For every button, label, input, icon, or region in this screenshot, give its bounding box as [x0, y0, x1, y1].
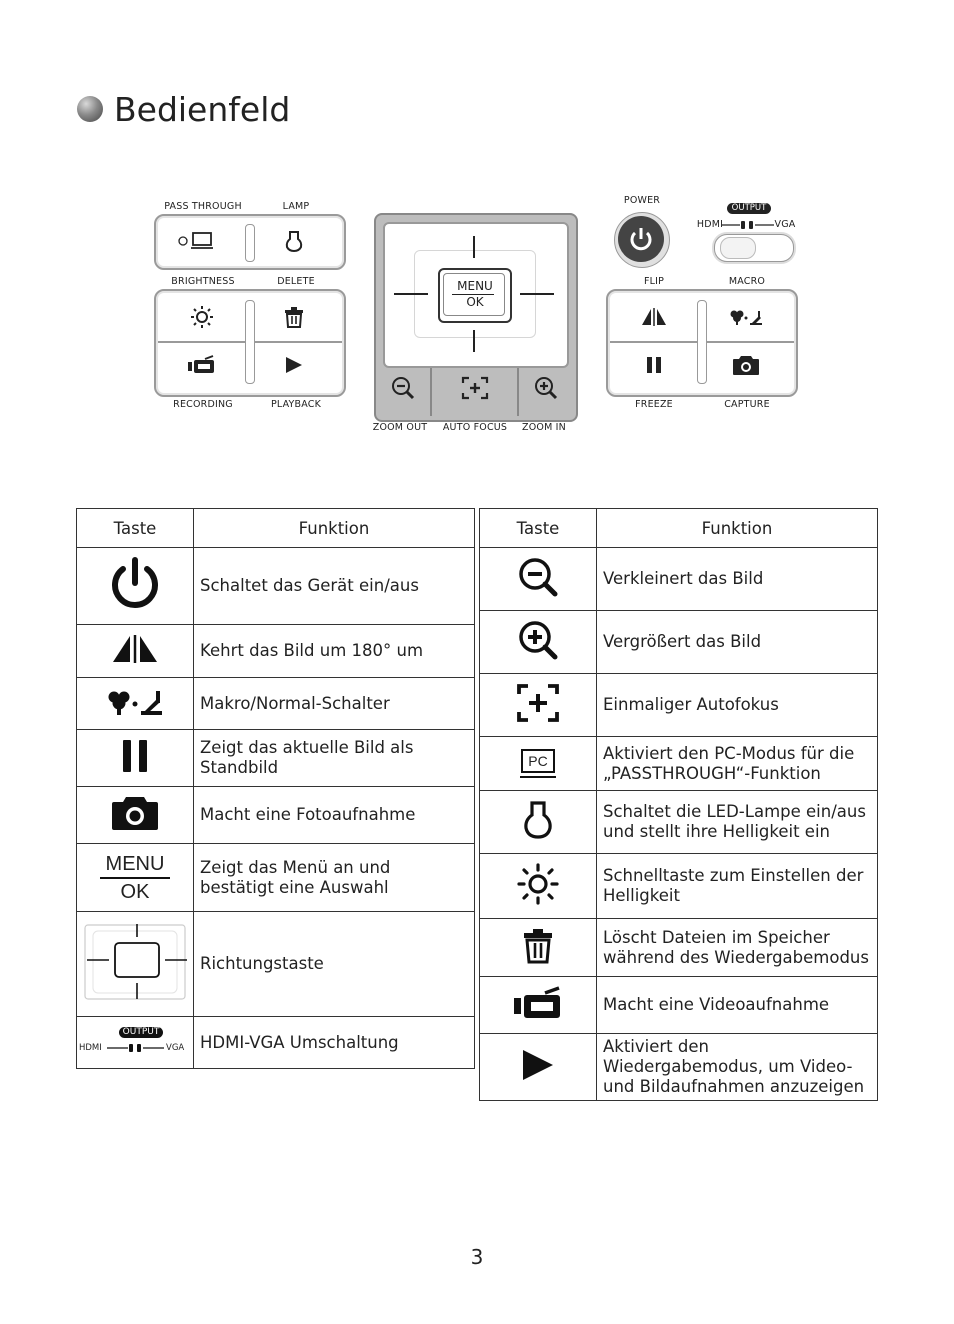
- menu-label: MENU: [457, 279, 493, 293]
- macro-button[interactable]: [702, 294, 790, 340]
- page-title: Bedienfeld: [114, 89, 291, 129]
- heading-bullet-icon: [77, 96, 103, 122]
- table-row: [77, 548, 475, 625]
- pass-through-button[interactable]: [158, 218, 246, 264]
- pc-icon-text: PC: [521, 749, 555, 773]
- camera-icon: [111, 795, 159, 831]
- macro-icon: [729, 308, 763, 326]
- row-description: Aktiviert den Wiedergabemodus, um Video- und Bildaufnahmen anzuzeigen: [597, 1034, 878, 1101]
- page-number: 3: [470, 1245, 484, 1269]
- pass-through-icon: [177, 230, 227, 252]
- trash-icon: [284, 306, 304, 328]
- label-capture: CAPTURE: [724, 399, 770, 410]
- flip-icon: [111, 635, 159, 663]
- zoom-out-icon: [518, 557, 558, 597]
- row-description: Macht eine Videoaufnahme: [597, 977, 878, 1034]
- table-row: [77, 1017, 475, 1069]
- table-row: [77, 625, 475, 678]
- label-flip: FLIP: [643, 276, 665, 287]
- lamp-icon: [283, 229, 305, 253]
- flip-button[interactable]: [610, 294, 698, 340]
- playback-button[interactable]: [250, 342, 338, 388]
- direction-right-mark: [520, 293, 554, 295]
- column-header-key: Taste: [480, 509, 597, 548]
- label-hdmi: HDMI: [696, 219, 724, 230]
- menu-icon-text: MENU: [105, 852, 165, 875]
- output-switch-knob: [720, 237, 756, 259]
- column-header-function: Funktion: [194, 509, 475, 548]
- power-icon: [627, 225, 655, 253]
- table-row: [480, 977, 878, 1034]
- output-switch-indicator-icon: [107, 1043, 165, 1053]
- lamp-icon: [523, 800, 553, 840]
- row-description: Richtungstaste: [194, 912, 475, 1017]
- label-playback: PLAYBACK: [270, 399, 322, 410]
- table-row: [480, 854, 878, 919]
- power-button[interactable]: [618, 216, 664, 262]
- video-record-icon: [513, 986, 563, 1020]
- hdmi-label: HDMI: [79, 1042, 102, 1053]
- table-row: [480, 548, 878, 611]
- label-lamp: LAMP: [282, 201, 310, 212]
- column-header-function: Funktion: [597, 509, 878, 548]
- video-record-icon: [187, 355, 217, 375]
- output-switch-icon: [77, 1017, 194, 1069]
- menu-ok-icon: [77, 844, 194, 912]
- pc-icon-base: [520, 776, 556, 778]
- label-zoom-in: ZOOM IN: [522, 422, 566, 433]
- label-zoom-out: ZOOM OUT: [372, 422, 428, 433]
- autofocus-icon: [516, 683, 560, 723]
- row-description: Aktiviert den PC-Modus für die „PASSTHROUGH“-Funktion: [597, 737, 878, 791]
- autofocus-icon: [461, 376, 489, 400]
- row-description: Einmaliger Autofokus: [597, 674, 878, 737]
- zoom-out-button[interactable]: [376, 366, 430, 410]
- ok-label: OK: [466, 295, 484, 309]
- zoom-in-icon: [534, 376, 558, 400]
- autofocus-button[interactable]: [432, 366, 517, 410]
- lamp-button[interactable]: [250, 218, 338, 264]
- function-table-right: [479, 508, 878, 1101]
- label-recording: RECORDING: [173, 399, 233, 410]
- freeze-button[interactable]: [610, 342, 698, 388]
- macro-icon: [106, 688, 164, 716]
- output-badge: OUTPUT: [119, 1027, 163, 1038]
- camera-icon: [732, 354, 760, 376]
- label-delete: DELETE: [277, 276, 315, 287]
- function-table-left: [76, 508, 475, 1069]
- row-description: Schaltet das Gerät ein/aus: [194, 548, 475, 625]
- row-description: HDMI-VGA Umschaltung: [194, 1017, 475, 1069]
- output-badge: OUTPUT: [727, 203, 771, 214]
- row-description: Makro/Normal-Schalter: [194, 678, 475, 730]
- direction-left-mark: [394, 293, 428, 295]
- table-row: [480, 1034, 878, 1101]
- direction-key-icon: [79, 921, 191, 1003]
- row-description: Verkleinert das Bild: [597, 548, 878, 611]
- row-description: Löscht Dateien im Speicher während des Wiedergabemodus: [597, 919, 878, 977]
- label-vga: VGA: [774, 219, 796, 230]
- row-description: Macht eine Fotoaufnahme: [194, 787, 475, 844]
- freeze-icon: [121, 739, 149, 773]
- row-description: Zeigt das Menü an und bestätigt eine Auswahl: [194, 844, 475, 912]
- table-row: [77, 678, 475, 730]
- row-description: Schaltet die LED-Lampe ein/aus und stellt ihre Helligkeit ein: [597, 791, 878, 854]
- table-row: [480, 919, 878, 977]
- row-description: Kehrt das Bild um 180° um: [194, 625, 475, 678]
- table-row: [480, 674, 878, 737]
- row-description: Vergrößert das Bild: [597, 611, 878, 674]
- section-heading: [77, 86, 290, 132]
- play-icon: [522, 1049, 554, 1081]
- direction-down-mark: [473, 330, 475, 352]
- table-row: [480, 611, 878, 674]
- label-macro: MACRO: [728, 276, 766, 287]
- label-freeze: FREEZE: [635, 399, 673, 410]
- brightness-icon: [190, 305, 214, 329]
- zoom-in-button[interactable]: [519, 366, 573, 410]
- zoom-out-icon: [391, 376, 415, 400]
- recording-button[interactable]: [158, 342, 246, 388]
- zoom-in-icon: [518, 620, 558, 660]
- trash-icon: [523, 928, 553, 964]
- delete-button[interactable]: [250, 294, 338, 340]
- table-row: [77, 787, 475, 844]
- capture-button[interactable]: [702, 342, 790, 388]
- ok-icon-text: OK: [120, 880, 150, 903]
- output-switch-indicator-icon: [722, 220, 776, 230]
- vga-label: VGA: [166, 1042, 185, 1053]
- freeze-icon: [646, 356, 662, 374]
- flip-icon: [641, 308, 667, 326]
- table-row: [480, 737, 878, 791]
- power-icon: [109, 557, 161, 611]
- table-row: [480, 791, 878, 854]
- label-brightness: BRIGHTNESS: [171, 276, 235, 287]
- label-pass-through: PASS THROUGH: [164, 201, 242, 212]
- panel-divider: [245, 224, 255, 262]
- label-power: POWER: [623, 195, 661, 206]
- row-description: Zeigt das aktuelle Bild als Standbild: [194, 730, 475, 787]
- direction-up-mark: [473, 236, 475, 258]
- row-description: Schnelltaste zum Einstellen der Helligkeit: [597, 854, 878, 919]
- play-icon: [285, 356, 303, 374]
- brightness-button[interactable]: [158, 294, 246, 340]
- pc-icon: [480, 737, 597, 791]
- column-header-key: Taste: [77, 509, 194, 548]
- label-auto-focus: AUTO FOCUS: [442, 422, 508, 433]
- menu-ok-divider: [100, 877, 170, 879]
- table-row: [77, 912, 475, 1017]
- table-row: [77, 844, 475, 912]
- table-row: [77, 730, 475, 787]
- brightness-icon: [517, 863, 559, 905]
